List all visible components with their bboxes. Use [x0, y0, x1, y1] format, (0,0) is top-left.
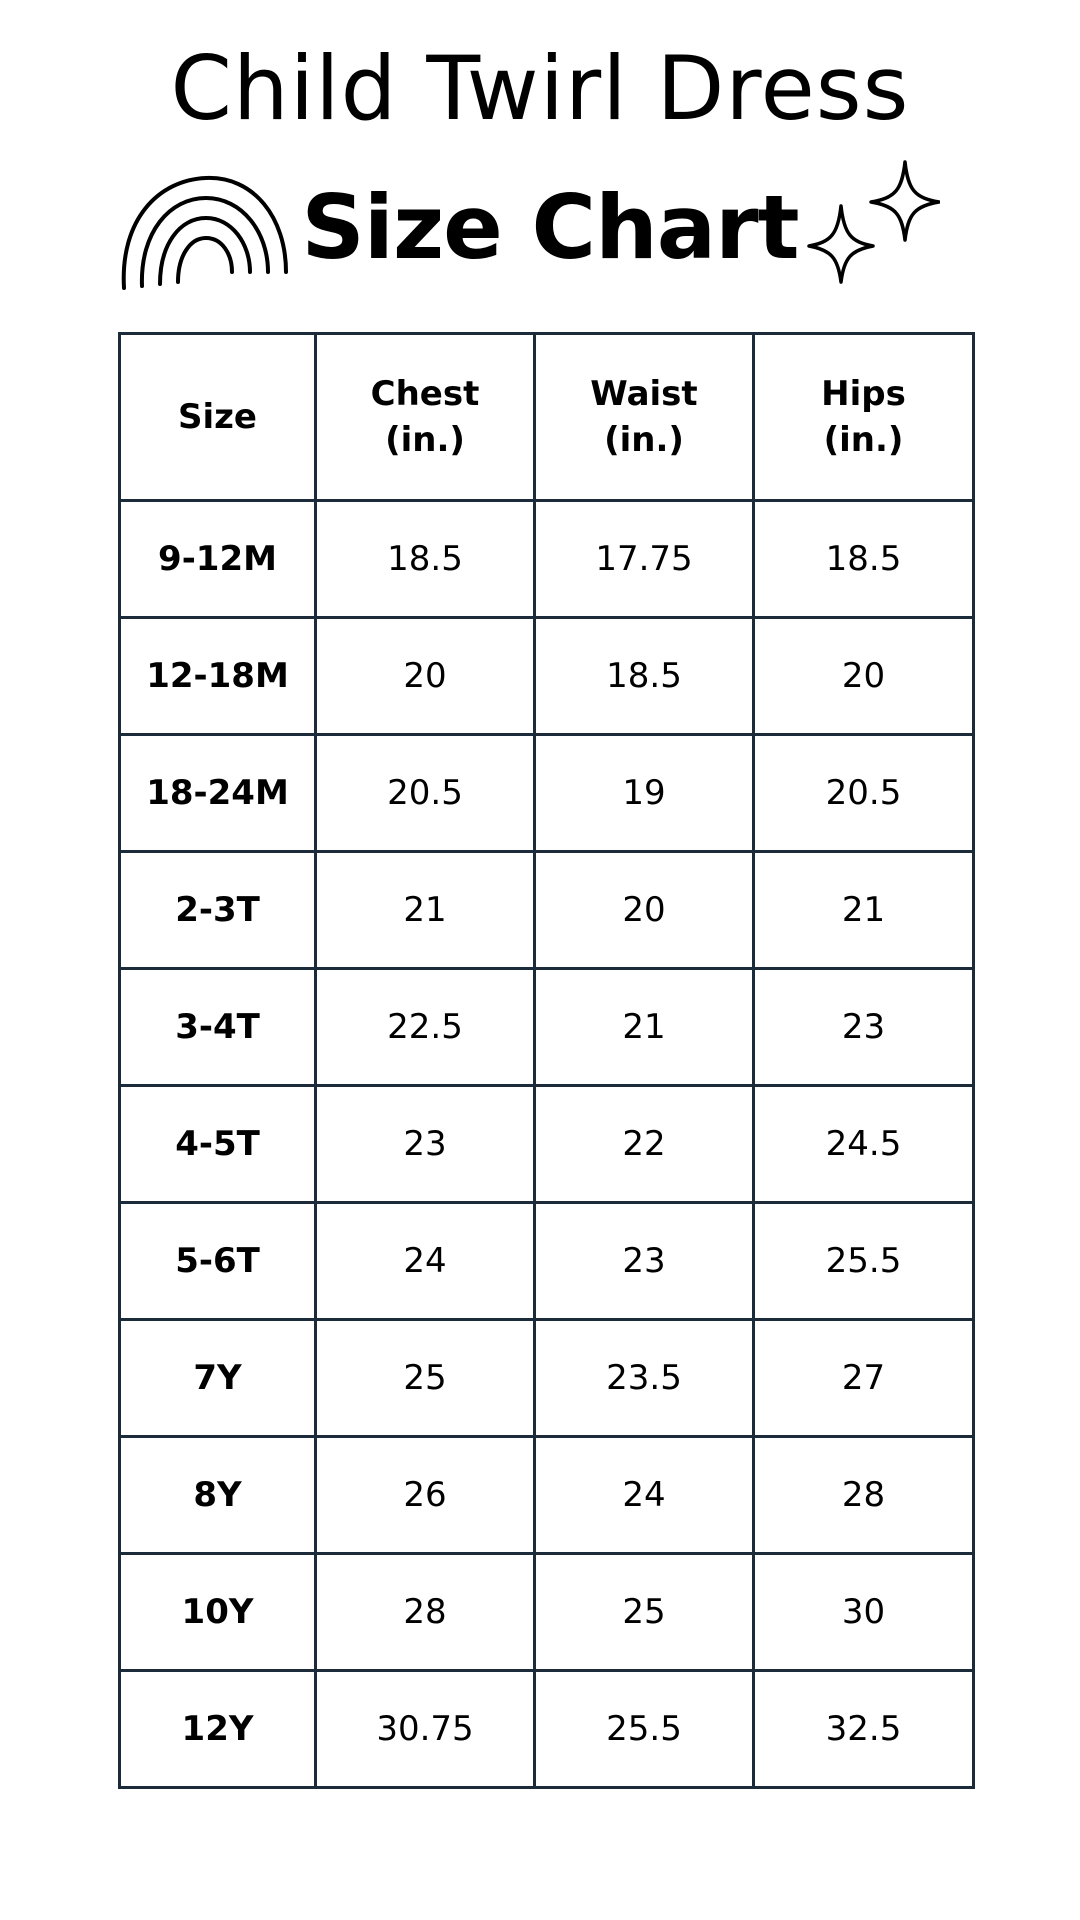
cell-size: 9-12M [120, 501, 316, 618]
sparkles-icon [805, 160, 940, 285]
cell-chest: 30.75 [316, 1671, 535, 1788]
rainbow-icon [118, 160, 293, 295]
cell-hips: 20.5 [754, 735, 974, 852]
cell-chest: 23 [316, 1086, 535, 1203]
cell-hips: 30 [754, 1554, 974, 1671]
cell-chest: 28 [316, 1554, 535, 1671]
cell-size: 2-3T [120, 852, 316, 969]
cell-size: 12Y [120, 1671, 316, 1788]
cell-size: 8Y [120, 1437, 316, 1554]
header-waist-unit: (in.) [604, 420, 684, 460]
table-header-row [120, 334, 974, 501]
header-size [120, 334, 316, 501]
header-waist-label: Waist [590, 374, 698, 414]
cell-size: 12-18M [120, 618, 316, 735]
cell-hips: 24.5 [754, 1086, 974, 1203]
cell-hips: 23 [754, 969, 974, 1086]
cell-hips: 27 [754, 1320, 974, 1437]
cell-waist: 20 [535, 852, 754, 969]
header-chest-unit: (in.) [385, 420, 465, 460]
cell-chest: 18.5 [316, 501, 535, 618]
table-row [120, 1320, 974, 1437]
cell-hips: 18.5 [754, 501, 974, 618]
page-title: Child Twirl Dress [170, 37, 910, 140]
table-row [120, 1203, 974, 1320]
cell-waist: 23.5 [535, 1320, 754, 1437]
cell-chest: 20.5 [316, 735, 535, 852]
table-row [120, 852, 974, 969]
cell-waist: 24 [535, 1437, 754, 1554]
cell-size: 4-5T [120, 1086, 316, 1203]
size-chart-table [118, 332, 975, 1789]
header-waist [535, 334, 754, 501]
cell-size: 10Y [120, 1554, 316, 1671]
table-row [120, 618, 974, 735]
cell-chest: 24 [316, 1203, 535, 1320]
table-row [120, 969, 974, 1086]
table-row [120, 501, 974, 618]
cell-hips: 32.5 [754, 1671, 974, 1788]
cell-size: 7Y [120, 1320, 316, 1437]
table-row [120, 1671, 974, 1788]
cell-chest: 25 [316, 1320, 535, 1437]
header-hips-unit: (in.) [823, 420, 904, 460]
cell-hips: 20 [754, 618, 974, 735]
header-hips-label: Hips [821, 374, 906, 414]
header-size-label: Size [178, 397, 257, 437]
cell-waist: 25 [535, 1554, 754, 1671]
cell-hips: 21 [754, 852, 974, 969]
cell-waist: 22 [535, 1086, 754, 1203]
cell-hips: 25.5 [754, 1203, 974, 1320]
table-body [120, 501, 974, 1788]
cell-size: 18-24M [120, 735, 316, 852]
cell-hips: 28 [754, 1437, 974, 1554]
subtitle-row [0, 160, 1080, 300]
cell-size: 5-6T [120, 1203, 316, 1320]
cell-chest: 22.5 [316, 969, 535, 1086]
chart-subtitle: Size Chart [301, 176, 799, 279]
cell-size: 3-4T [120, 969, 316, 1086]
header-chest [316, 334, 535, 501]
table-row [120, 1086, 974, 1203]
table-row [120, 735, 974, 852]
header-chest-label: Chest [370, 374, 480, 414]
header-hips [754, 334, 974, 501]
cell-chest: 21 [316, 852, 535, 969]
cell-waist: 25.5 [535, 1671, 754, 1788]
table-row [120, 1437, 974, 1554]
cell-waist: 17.75 [535, 501, 754, 618]
cell-waist: 18.5 [535, 618, 754, 735]
table-row [120, 1554, 974, 1671]
cell-waist: 19 [535, 735, 754, 852]
cell-waist: 21 [535, 969, 754, 1086]
cell-waist: 23 [535, 1203, 754, 1320]
cell-chest: 20 [316, 618, 535, 735]
cell-chest: 26 [316, 1437, 535, 1554]
